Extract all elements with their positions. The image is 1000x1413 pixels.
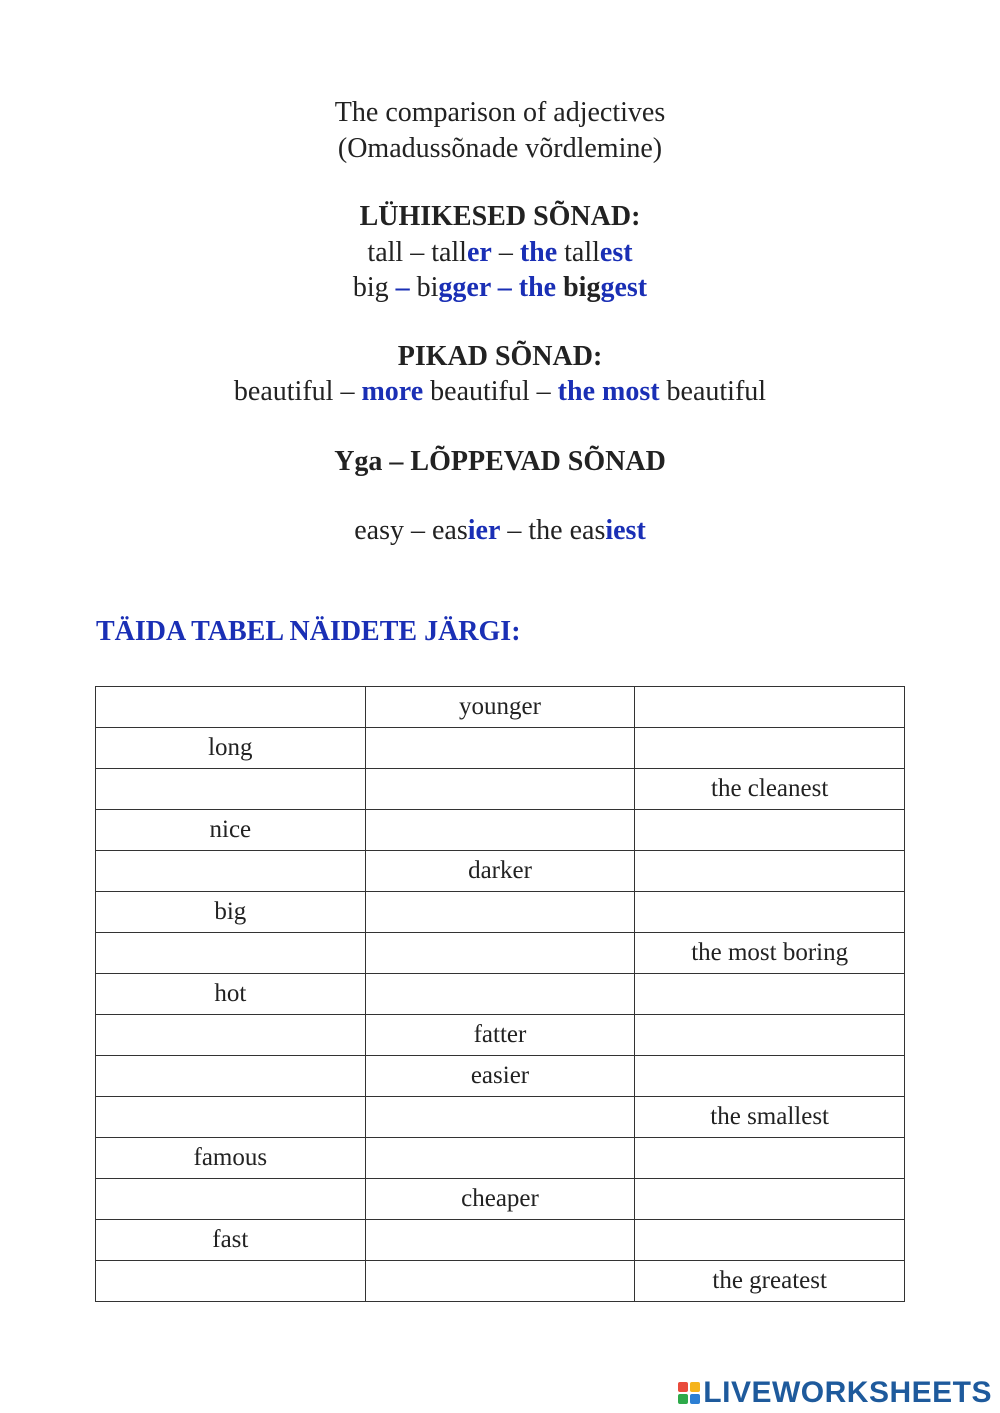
instruction-heading: TÄIDA TABEL NÄIDETE JÄRGI: <box>96 616 521 647</box>
table-row <box>96 687 905 728</box>
answer-cell[interactable] <box>365 1220 635 1261</box>
answer-cell[interactable] <box>635 1138 905 1179</box>
y-words-heading: Yga – LÕPPEVAD SÕNAD <box>334 446 666 477</box>
long-words-heading: PIKAD SÕNAD: <box>397 341 603 372</box>
answer-cell[interactable] <box>96 1179 366 1220</box>
table-row <box>96 1261 905 1302</box>
answer-cell[interactable] <box>96 687 366 728</box>
example-tall: tall – taller – the tallest <box>367 237 633 268</box>
table-row <box>96 974 905 1015</box>
table-cell: fatter <box>365 1015 635 1056</box>
table-cell: famous <box>96 1138 366 1179</box>
example-easy: easy – easier – the easiest <box>354 515 646 546</box>
answer-cell[interactable] <box>635 1015 905 1056</box>
answer-cell[interactable] <box>635 974 905 1015</box>
table-row <box>96 933 905 974</box>
table-cell: the cleanest <box>635 769 905 810</box>
logo-text: LIVEWORKSHEETS <box>703 1376 992 1409</box>
table-row <box>96 1179 905 1220</box>
table-cell: the smallest <box>635 1097 905 1138</box>
table-cell: fast <box>96 1220 366 1261</box>
answer-cell[interactable] <box>96 1015 366 1056</box>
answer-cell[interactable] <box>635 1056 905 1097</box>
page-title: The comparison of adjectives <box>334 97 666 128</box>
answer-cell[interactable] <box>635 1220 905 1261</box>
table-cell: hot <box>96 974 366 1015</box>
table-cell: the greatest <box>635 1261 905 1302</box>
table-cell: nice <box>96 810 366 851</box>
answer-cell[interactable] <box>365 974 635 1015</box>
table-row <box>96 1097 905 1138</box>
table-cell: easier <box>365 1056 635 1097</box>
page-subtitle: (Omadussõnade võrdlemine) <box>337 133 663 164</box>
table-row <box>96 892 905 933</box>
table-cell: cheaper <box>365 1179 635 1220</box>
answer-cell[interactable] <box>365 892 635 933</box>
table-row <box>96 851 905 892</box>
table-row <box>96 1138 905 1179</box>
logo-icon <box>678 1382 700 1404</box>
comparison-table <box>95 686 905 1302</box>
answer-cell[interactable] <box>96 851 366 892</box>
answer-cell[interactable] <box>365 810 635 851</box>
table-cell: long <box>96 728 366 769</box>
answer-cell[interactable] <box>365 1097 635 1138</box>
answer-cell[interactable] <box>635 1179 905 1220</box>
table-cell: younger <box>365 687 635 728</box>
table-row <box>96 1015 905 1056</box>
answer-cell[interactable] <box>365 1261 635 1302</box>
example-beautiful: beautiful – more beautiful – the most beautiful <box>233 376 767 407</box>
answer-cell[interactable] <box>365 1138 635 1179</box>
example-big: big – bigger – the biggest <box>352 272 648 303</box>
answer-cell[interactable] <box>365 769 635 810</box>
answer-cell[interactable] <box>365 933 635 974</box>
answer-cell[interactable] <box>96 769 366 810</box>
table-row <box>96 810 905 851</box>
table-cell: the most boring <box>635 933 905 974</box>
short-words-heading: LÜHIKESED SÕNAD: <box>359 201 641 232</box>
table-cell: darker <box>365 851 635 892</box>
answer-cell[interactable] <box>96 1261 366 1302</box>
answer-cell[interactable] <box>635 851 905 892</box>
table-row <box>96 1220 905 1261</box>
answer-cell[interactable] <box>96 933 366 974</box>
answer-cell[interactable] <box>635 810 905 851</box>
table-row <box>96 728 905 769</box>
answer-cell[interactable] <box>635 687 905 728</box>
answer-cell[interactable] <box>96 1097 366 1138</box>
table-row <box>96 1056 905 1097</box>
table-cell: big <box>96 892 366 933</box>
answer-cell[interactable] <box>365 728 635 769</box>
answer-cell[interactable] <box>96 1056 366 1097</box>
table-row <box>96 769 905 810</box>
liveworksheets-logo <box>678 1376 992 1410</box>
answer-cell[interactable] <box>635 892 905 933</box>
answer-cell[interactable] <box>635 728 905 769</box>
